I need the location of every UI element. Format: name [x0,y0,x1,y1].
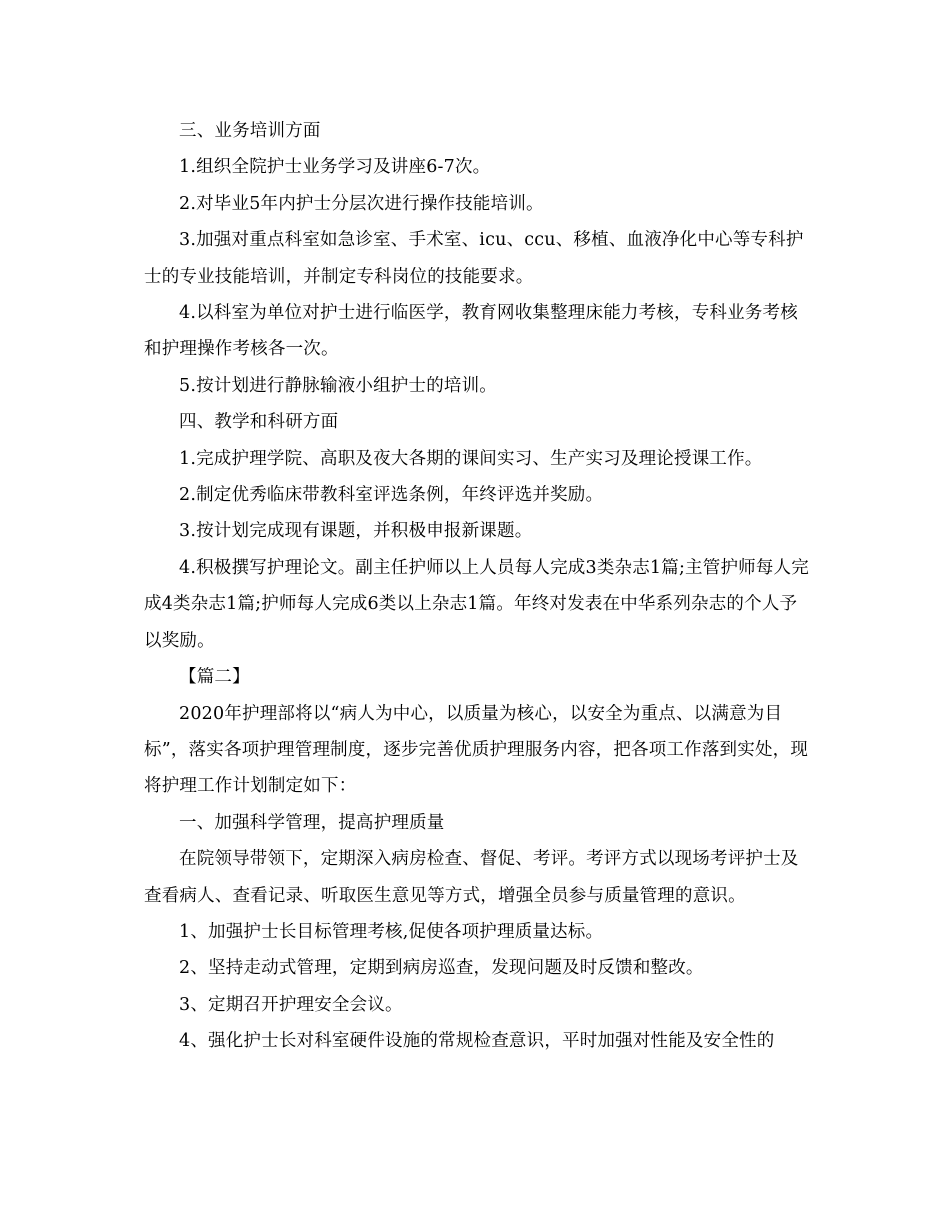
teaching-item-2: 2.制定优秀临床带教科室评选条例，年终评选并奖励。 [179,485,604,506]
teaching-item-1: 1.完成护理学院、高职及夜大各期的课间实习、生产实习及理论授课工作。 [179,448,763,469]
management-item-2: 2、坚持走动式管理，定期到病房巡查，发现问题及时反馈和整改。 [179,958,704,979]
training-item-5: 5.按计划进行静脉输液小组护士的培训。 [179,375,497,396]
management-item-3: 3、定期召开护理安全会议。 [179,994,403,1015]
training-item-2: 2.对毕业5年内护士分层次进行操作技能培训。 [179,193,544,214]
training-item-3: 3.加强对重点科室如急诊室、手术室、icu、ccu、移植、血液净化中心等专科护士的专业技能培训，并制定专科岗位的技能要求。 [144,230,804,287]
management-paragraph: 在院领导带领下，定期深入病房检查、督促、考评。考评方式以现场考评护士及查看病人、查看记录、听取医生意见等方式，增强全员参与质量管理的意识。 [144,849,799,906]
teaching-item-4: 4.积极撰写护理论文。副主任护师以上人员每人完成3类杂志1篇;主管护师每人完成4类杂志1篇;护师每人完成6类以上杂志1篇。年终对发表在中华系列杂志的个人予以奖励。 [144,557,809,651]
section-heading-training: 三、业务培训方面 [179,121,321,141]
intro-paragraph: 2020年护理部将以“病人为中心，以质量为核心，以安全为重点、以满意为目标”，落实各项护理管理制度，逐步完善优质护理服务内容，把各项工作落到实处，现将护理工作计划制定如下： [144,703,809,797]
section-heading-teaching: 四、教学和科研方面 [179,412,339,433]
document-body [144,113,812,1060]
training-item-1: 1.组织全院护士业务学习及讲座6-7次。 [179,157,491,178]
management-item-1: 1、加强护士长目标管理考核,促使各项护理质量达标。 [179,921,604,942]
teaching-item-3: 3.按计划完成现有课题，并积极申报新课题。 [179,521,533,542]
part-two-heading: 【篇二】 [179,667,250,688]
management-item-4: 4、强化护士长对科室硬件设施的常规检查意识，平时加强对性能及安全性的 [179,1031,775,1052]
section-heading-management: 一、加强科学管理，提高护理质量 [179,812,445,833]
training-item-4: 4.以科室为单位对护士进行临医学，教育网收集整理床能力考核，专科业务考核和护理操作考核各一次。 [144,303,798,360]
